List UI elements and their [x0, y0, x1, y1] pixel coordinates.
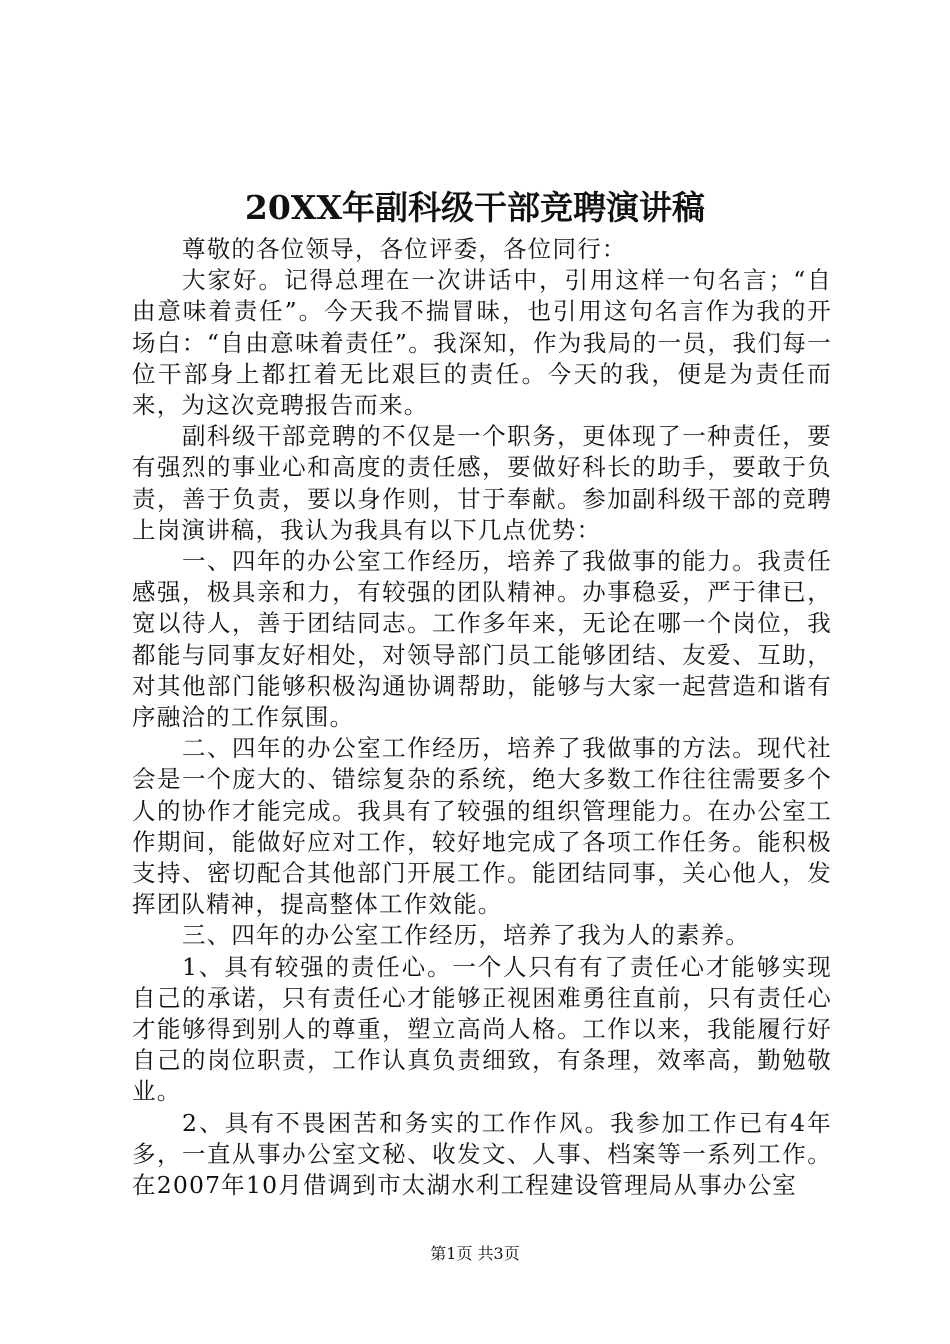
paragraph-position: 副科级干部竞聘的不仅是一个职务，更体现了一种责任，要有强烈的事业心和高度的责任感，要做好科长的助手，要敢于负责，善于负责，要以身作则，甘于奉献。参加副科级干部的竞聘上岗演讲稿，我认为我具有以下几点优势：: [132, 422, 832, 544]
paragraph-point-2: 二、四年的办公室工作经历，培养了我做事的方法。现代社会是一个庞大的、错综复杂的系统，绝大多数工作往往需要多个人的协作才能完成。我具有了较强的组织管理能力。在办公室工作期间，能做好应对工作，较好地完成了各项工作任务。能积极支持、密切配合其他部门开展工作。能团结同事，关心他人，发挥团队精神，提高整体工作效能。: [132, 734, 832, 919]
paragraph-sub-2: 2、具有不畏困苦和务实的工作作风。我参加工作已有4年多，一直从事办公室文秘、收发文、人事、档案等一系列工作。在2007年10月借调到市太湖水利工程建设管理局从事办公室: [132, 1108, 832, 1200]
paragraph-sub-1: 1、具有较强的责任心。一个人只有有了责任心才能够实现自己的承诺，只有责任心才能够正视困难勇往直前，只有责任心才能够得到别人的尊重，塑立高尚人格。工作以来，我能履行好自己的岗位职责，工作认真负责细致，有条理，效率高，勤勉敬业。: [132, 952, 832, 1106]
paragraph-point-3: 三、四年的办公室工作经历，培养了我为人的素养。: [182, 921, 751, 950]
document-body: [132, 234, 832, 1201]
paragraph-point-1: 一、四年的办公室工作经历，培养了我做事的能力。我责任感强，极具亲和力，有较强的团队精神。办事稳妥，严于律已，宽以待人，善于团结同志。工作多年来，无论在哪一个岗位，我都能与同事友好相处，对领导部门员工能够团结、友爱、互助，对其他部门能够积极沟通协调帮助，能够与大家一起营造和谐有序融洽的工作氛围。: [132, 547, 832, 732]
page-footer: 第1页 共3页: [430, 1244, 520, 1263]
paragraph-opening: 大家好。记得总理在一次讲话中，引用这样一句名言；“自由意味着责任”。今天我不揣冒昧，也引用这句名言作为我的开场白：“自由意味着责任”。我深知，作为我局的一员，我们每一位干部身上都扛着无比艰巨的责任。今天的我，便是为责任而来，为这次竞聘报告而来。: [132, 266, 832, 420]
paragraph-salutation: 尊敬的各位领导，各位评委，各位同行：: [182, 235, 627, 263]
document-title: 20XX年副科级干部竞聘演讲稿: [244, 188, 706, 227]
